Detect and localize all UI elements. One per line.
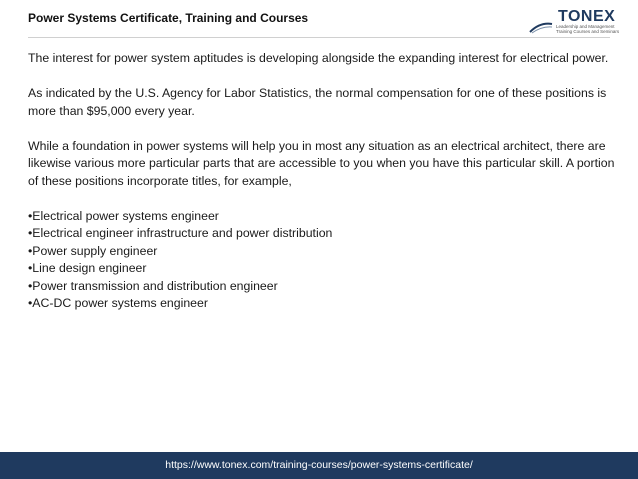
paragraph-roles: While a foundation in power systems will help you in most any situation as an electrical architect, there are likewise various more particular parts that are accessible to you when you have this particular skill. A portion of these positions incorporate titles, for example, xyxy=(28,138,615,188)
logo-tagline: Leadership and Management Training Courses and Seminars xyxy=(556,24,620,34)
logo-swoosh-icon xyxy=(528,20,554,34)
list-item: •Power transmission and distribution engineer xyxy=(28,278,278,293)
list-item: •Electrical power systems engineer xyxy=(28,208,219,223)
footer-url-link[interactable]: https://www.tonex.com/training-courses/power-systems-certificate/ xyxy=(165,459,473,471)
slide-body xyxy=(28,50,618,313)
slide-header xyxy=(0,0,638,38)
paragraph-salary: As indicated by the U.S. Agency for Labor Statistics, the normal compensation for one of these positions is more than $95,000 every year. xyxy=(28,86,607,118)
job-title-list xyxy=(28,208,618,313)
list-item: •Line design engineer xyxy=(28,261,147,275)
footer-bar xyxy=(0,452,638,479)
tonex-logo xyxy=(528,8,628,36)
page-title: Power Systems Certificate, Training and Courses xyxy=(28,11,309,25)
header-divider xyxy=(28,37,610,38)
list-item: •AC-DC power systems engineer xyxy=(28,296,208,310)
list-item: •Electrical engineer infrastructure and power distribution xyxy=(28,226,333,240)
list-item: •Power supply engineer xyxy=(28,243,158,258)
logo-wordmark: TONEX xyxy=(558,8,616,25)
paragraph-intro: The interest for power system aptitudes is developing alongside the expanding interest for electrical power. xyxy=(28,51,609,65)
